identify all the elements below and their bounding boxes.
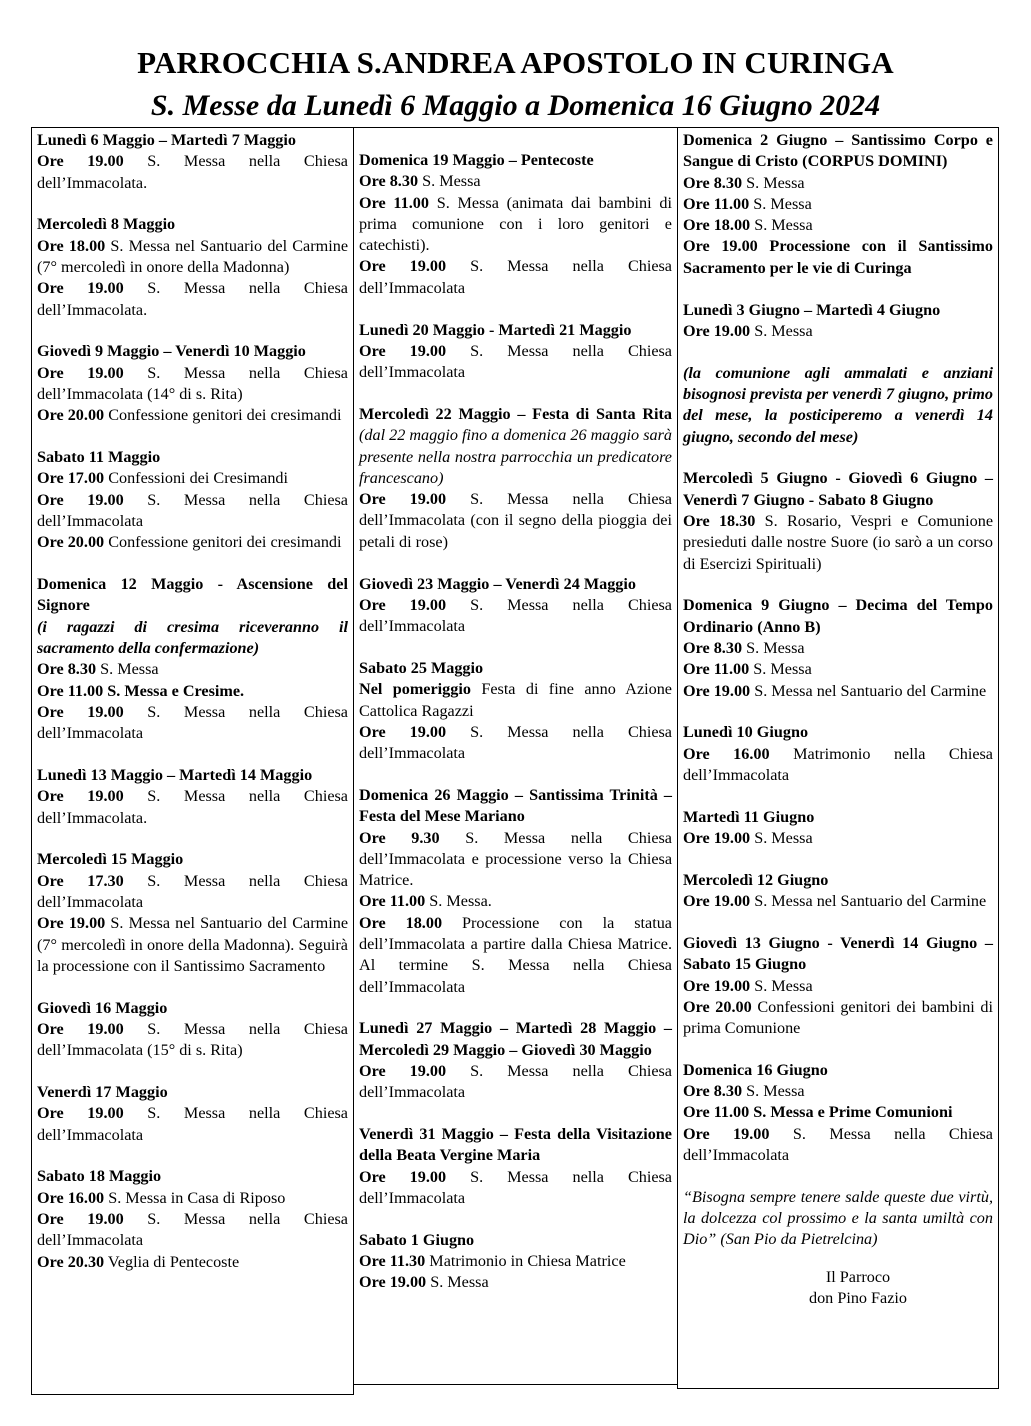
entry-date-heading: [359, 320, 672, 341]
event-time: Ore 20.00: [683, 997, 752, 1016]
event-line: [37, 236, 348, 279]
event-description: S. Messa: [749, 660, 812, 679]
event-line: [37, 363, 348, 406]
schedule-entry: [37, 130, 348, 194]
event-time: Ore 20.30: [37, 1252, 105, 1271]
event-line: [683, 828, 993, 849]
event-time: Ore 11.00: [359, 892, 426, 911]
event-line: [37, 871, 348, 914]
event-time: Ore 11.00 S. Messa e Prime Comunioni: [683, 1103, 953, 1122]
event-time: Ore 19.00: [683, 681, 751, 700]
entry-date-text: Venerdì 17 Maggio: [37, 1082, 168, 1101]
event-line: [683, 976, 993, 997]
event-time: Ore 16.00: [37, 1188, 105, 1207]
event-time: Ore 8.30: [683, 173, 743, 192]
entry-date-heading: [37, 341, 348, 362]
event-line: [683, 997, 993, 1040]
event-line: [37, 1019, 348, 1062]
entry-date-heading: [683, 933, 993, 976]
event-time: Ore 20.00: [37, 406, 105, 425]
entry-date-text: Lunedì 20 Maggio - Martedì 21 Maggio: [359, 320, 632, 339]
event-time: Ore 19.00: [37, 152, 124, 171]
event-time: Ore 19.00: [37, 279, 124, 298]
event-time: Ore 16.00: [683, 744, 770, 763]
event-time: Ore 19.00: [37, 1019, 124, 1038]
event-time: Ore 11.00: [683, 194, 750, 213]
event-description: Matrimonio nella Chiesa dell’Immacolata: [683, 744, 993, 784]
event-description: S. Messa nella Chiesa dell’Immacolata: [359, 257, 672, 297]
event-line: [359, 1167, 672, 1210]
closing-quote: “Bisogna sempre tenere salde queste due virtù, la dolcezza col prossimo e la santa umiltà con Dio” (San Pio da Pietrelcina): [683, 1187, 993, 1249]
schedule-entry: [37, 849, 348, 977]
schedule-entry: [359, 150, 672, 299]
event-description: S. Messa nella Chiesa dell’Immacolata e processione verso la Chiesa Matrice.: [359, 828, 672, 890]
entry-date-text: Mercoledì 22 Maggio – Festa di Santa Rita: [359, 404, 672, 423]
event-line: [683, 1124, 993, 1167]
event-description: S. Messa in Casa di Riposo: [104, 1188, 286, 1207]
entry-date-text: Sabato 18 Maggio: [37, 1167, 162, 1186]
event-line: [359, 1061, 672, 1104]
event-line: [359, 193, 672, 257]
event-time: Ore 11.00: [359, 193, 429, 212]
event-description: S. Messa nella Chiesa dell’Immacolata.: [37, 279, 348, 319]
signature-name: don Pino Fazio: [808, 1289, 908, 1308]
event-time: Ore 19.00: [37, 787, 124, 806]
event-line: [683, 236, 993, 279]
event-description: S. Messa nella Chiesa dell’Immacolata: [37, 702, 348, 743]
event-description: S. Messa: [750, 216, 813, 235]
page-title: PARROCCHIA S.ANDREA APOSTOLO IN CURINGA: [137, 45, 894, 80]
event-line: [37, 278, 348, 321]
entry-date-text: Lunedì 13 Maggio – Martedì 14 Maggio: [37, 765, 313, 784]
schedule-entry: [683, 363, 993, 448]
event-description: S. Messa: [749, 194, 812, 213]
event-description: Matrimonio in Chiesa Matrice: [425, 1252, 626, 1271]
event-description: S. Messa nella Chiesa dell’Immacolata: [37, 1209, 348, 1250]
entry-date-text: Domenica 19 Maggio – Pentecoste: [359, 151, 594, 169]
entry-date-heading: [37, 765, 348, 786]
event-line: [37, 468, 348, 489]
event-line: [359, 828, 672, 892]
event-description: S. Messa nella Chiesa dell’Immacolata.: [37, 152, 348, 192]
entry-date-text: Lunedì 6 Maggio – Martedì 7 Maggio: [37, 131, 296, 149]
event-description: S. Messa nella Chiesa dell’Immacolata.: [37, 787, 348, 827]
event-time: Ore 19.00: [359, 341, 447, 360]
event-time: Ore 18.00: [37, 236, 106, 255]
schedule-entry: [683, 130, 993, 279]
event-line: [683, 173, 993, 194]
event-time: Ore 19.00: [37, 914, 106, 933]
event-time: Ore 19.00: [37, 702, 124, 721]
event-line: [683, 321, 993, 342]
schedule-entry: [683, 807, 993, 850]
event-line: [359, 722, 672, 765]
schedule-entry: [683, 722, 993, 786]
entry-date-heading: [37, 214, 348, 235]
entry-date-heading: [37, 998, 348, 1019]
event-line: [683, 1102, 993, 1123]
event-line: [683, 215, 993, 236]
entry-date-heading: [37, 849, 348, 870]
event-description: S. Messa nella Chiesa dell’Immacolata: [37, 1104, 348, 1144]
entry-date-text: Lunedì 10 Giugno: [683, 723, 809, 742]
schedule-entry: [37, 574, 348, 744]
schedule-column-1: [31, 127, 354, 1395]
entry-date-heading: [683, 595, 993, 638]
event-description: Confessione genitori dei cresimandi: [104, 533, 342, 552]
event-time: Ore 19.00: [359, 490, 447, 509]
event-description: Processione con la statua dell’Immacolata a partire dalla Chiesa Matrice. Al termine S. Messa nella Chiesa dell’Immacolata: [359, 913, 672, 996]
entry-date-heading: [37, 447, 348, 468]
event-line: [359, 679, 672, 722]
entry-date-text: Martedì 11 Giugno: [683, 807, 815, 826]
event-line: [37, 659, 348, 680]
event-line: [683, 511, 993, 575]
entry-date-heading: [683, 300, 993, 321]
entry-date-heading: [683, 807, 993, 828]
entry-date-heading: [683, 870, 993, 891]
entry-date-text: Domenica 12 Maggio - Ascensione del Signore: [37, 575, 348, 615]
event-description: S. Messa nella Chiesa dell’Immacolata: [359, 1061, 672, 1102]
event-description: S. Messa nella Chiesa dell’Immacolata: [37, 871, 348, 911]
event-line: [37, 1103, 348, 1146]
event-line: [359, 256, 672, 299]
event-time: Ore 19.00: [37, 1104, 124, 1123]
entry-date-text: Giovedì 9 Maggio – Venerdì 10 Maggio: [37, 342, 306, 361]
entry-date-text: Venerdì 31 Maggio – Festa della Visitazione della Beata Vergine Maria: [359, 1125, 672, 1165]
event-time: Ore 8.30: [683, 1082, 743, 1101]
entry-date-text: Mercoledì 8 Maggio: [37, 215, 176, 234]
entry-date-heading: [37, 1082, 348, 1103]
event-line: [683, 659, 993, 680]
event-line: [359, 489, 672, 553]
event-line: [37, 702, 348, 745]
event-time: Ore 19.00: [683, 976, 751, 995]
event-time: Nel pomeriggio: [359, 680, 471, 699]
event-description: S. Messa nel Santuario del Carmine (7° mercoledì in onore della Madonna). Seguirà la processione con il Santissimo Sacramento: [37, 914, 348, 975]
event-time: Ore 11.00 S. Messa e Cresime.: [37, 681, 245, 700]
event-time: Ore 11.00: [683, 660, 750, 679]
schedule-entry: [359, 574, 672, 638]
event-line: [359, 341, 672, 384]
entry-date-heading: [359, 1018, 672, 1061]
entry-date-heading: [359, 1230, 672, 1251]
event-line: [359, 913, 672, 998]
event-time: Ore 19.00: [359, 595, 447, 614]
event-line: [359, 595, 672, 638]
event-time: Ore 9.30: [359, 828, 440, 847]
entry-date-text: Sabato 11 Maggio: [37, 448, 161, 467]
event-description: S. Messa nella Chiesa dell’Immacolata: [683, 1124, 993, 1165]
event-time: Ore 19.00: [37, 490, 124, 509]
event-line: [359, 1251, 672, 1272]
event-line: [359, 1272, 672, 1293]
event-description: S. Messa nella Chiesa dell’Immacolata (14° di s. Rita): [37, 363, 348, 403]
entry-date-text: Domenica 9 Giugno – Decima del Tempo Ordinario (Anno B): [683, 596, 993, 636]
schedule-entry: [683, 1060, 993, 1166]
schedule-entry: [359, 1124, 672, 1209]
entry-date-text: Domenica 26 Maggio – Santissima Trinità – Festa del Mese Mariano: [359, 785, 672, 826]
entry-date-text: Domenica 2 Giugno – Santissimo Corpo e Sangue di Cristo (CORPUS DOMINI): [683, 131, 993, 171]
event-description: S. Messa nella Chiesa dell’Immacolata: [359, 722, 672, 763]
event-line: [359, 171, 672, 192]
schedule-entry: [359, 1230, 672, 1294]
event-description: Confessioni genitori dei bambini di prima Comunione: [683, 997, 994, 1038]
signature: [683, 1267, 993, 1310]
event-time: Ore 8.30: [359, 172, 419, 191]
event-time: Ore 19.00: [683, 829, 751, 848]
entry-date-text: Mercoledì 15 Maggio: [37, 850, 184, 869]
event-line: [683, 638, 993, 659]
event-description: S. Messa nella Chiesa dell’Immacolata (15° di s. Rita): [37, 1019, 348, 1060]
entry-date-heading: [37, 1166, 348, 1187]
event-line: [37, 786, 348, 829]
entry-date-text: Giovedì 16 Maggio: [37, 998, 168, 1017]
event-time: Ore 17.30: [37, 871, 124, 890]
schedule-entry: [37, 214, 348, 320]
event-time: Ore 19.00: [37, 363, 124, 382]
event-line: [683, 194, 993, 215]
schedule-entry: [37, 765, 348, 829]
event-time: Ore 19.00: [683, 321, 751, 340]
event-time: Ore 19.00: [359, 1273, 427, 1292]
entry-date-text: Lunedì 3 Giugno – Martedì 4 Giugno: [683, 300, 941, 319]
entry-date-text: Sabato 1 Giugno: [359, 1230, 475, 1249]
event-description: S. Messa nel Santuario del Carmine: [750, 892, 987, 911]
event-line: [683, 891, 993, 912]
event-time: Ore 19.00: [683, 1124, 770, 1143]
event-time: Ore 19.00 Processione con il Santissimo Sacramento per le vie di Curinga: [683, 237, 993, 277]
event-description: S. Messa nel Santuario del Carmine: [750, 681, 987, 700]
event-line: [683, 681, 993, 702]
event-time: Ore 18.00: [683, 216, 751, 235]
event-time: Ore 19.00: [359, 257, 447, 276]
schedule-entry: [359, 320, 672, 384]
event-description: S. Messa nella Chiesa dell’Immacolata: [359, 1167, 672, 1207]
entry-date-heading: [359, 404, 672, 489]
event-time: Ore 19.00: [359, 1167, 447, 1186]
event-line: [37, 490, 348, 533]
schedule-entry: [37, 998, 348, 1062]
event-time: Ore 19.00: [359, 722, 447, 741]
schedule-entry: [359, 404, 672, 553]
event-line: [37, 151, 348, 194]
entry-date-heading: [359, 785, 672, 828]
entry-date-text: Lunedì 27 Maggio – Martedì 28 Maggio – Mercoledì 29 Maggio – Giovedì 30 Maggio: [359, 1019, 672, 1059]
event-description: S. Messa: [750, 976, 813, 995]
event-time: Ore 8.30: [683, 638, 743, 657]
event-time: Ore 8.30: [37, 660, 97, 679]
event-line: [683, 744, 993, 787]
event-description: S. Messa (animata dai bambini di prima comunione con i loro genitori e catechisti).: [359, 193, 672, 255]
event-line: [37, 1209, 348, 1252]
schedule-entry: [37, 341, 348, 426]
entry-date-heading: [683, 1060, 993, 1081]
event-description: Veglia di Pentecoste: [104, 1252, 240, 1271]
entry-date-heading: [683, 130, 993, 173]
event-line: [37, 913, 348, 977]
event-line: [37, 1252, 348, 1273]
event-time: Ore 18.00: [359, 913, 443, 932]
event-line: [37, 532, 348, 553]
entry-date-heading: [683, 468, 993, 511]
entry-date-text: Giovedì 13 Giugno - Venerdì 14 Giugno – Sabato 15 Giugno: [683, 933, 993, 974]
event-description: S. Rosario, Vespri e Comunione presieduti dalle nostre Suore (io sarò a un corso di Esercizi Spirituali): [683, 511, 994, 573]
entry-note: (la comunione agli ammalati e anziani bisognosi prevista per venerdì 7 giugno, primo del mese, la posticiperemo a venerdì 14 giugno, secondo del mese): [683, 363, 993, 446]
schedule-entry: [37, 447, 348, 553]
schedule-column-3: [677, 127, 999, 1389]
event-description: S. Messa nella Chiesa dell’Immacolata: [359, 341, 672, 382]
event-description: S. Messa nella Chiesa dell’Immacolata: [37, 490, 348, 530]
event-time: Ore 17.00: [37, 469, 105, 488]
event-description: Festa di fine anno Azione Cattolica Ragazzi: [359, 680, 672, 720]
event-description: S. Messa nella Chiesa dell’Immacolata (con il segno della pioggia dei petali di rose): [359, 490, 672, 551]
event-description: S. Messa: [750, 321, 813, 340]
schedule-entry: [359, 785, 672, 998]
event-line: [359, 891, 672, 912]
schedule-entry: [683, 933, 993, 1039]
page-subtitle: S. Messe da Lunedì 6 Maggio a Domenica 16 Giugno 2024: [150, 89, 881, 122]
schedule-entry: [683, 870, 993, 913]
event-description: S. Messa: [750, 829, 813, 848]
entry-note: (dal 22 maggio fino a domenica 26 maggio sarà presente nella nostra parrocchia un predicatore francescano): [359, 426, 672, 487]
schedule-entry: [37, 1166, 348, 1272]
schedule-entry: [359, 658, 672, 764]
schedule-entry: [37, 1082, 348, 1146]
event-description: S. Messa: [742, 1082, 805, 1101]
entry-date-heading: [683, 722, 993, 743]
entry-date-text: Mercoledì 5 Giugno - Giovedì 6 Giugno – Venerdì 7 Giugno - Sabato 8 Giugno: [683, 469, 993, 509]
entry-date-text: Mercoledì 12 Giugno: [683, 870, 829, 889]
schedule-entry: [683, 300, 993, 343]
entry-date-heading: [359, 658, 672, 679]
entry-date-heading: [359, 150, 672, 171]
event-description: S. Messa: [426, 1273, 489, 1292]
schedule-entry: [683, 468, 993, 574]
entry-date-heading: [359, 1124, 672, 1167]
schedule-column-2: [354, 127, 678, 1385]
event-line: [37, 1188, 348, 1209]
event-time: Ore 11.30: [359, 1252, 426, 1271]
event-description: Confessione genitori dei cresimandi: [104, 406, 342, 425]
event-line: [683, 1081, 993, 1102]
entry-date-text: Sabato 25 Maggio: [359, 658, 484, 677]
event-description: S. Messa: [742, 173, 805, 192]
event-time: Ore 20.00: [37, 533, 105, 552]
event-description: S. Messa nel Santuario del Carmine (7° mercoledì in onore della Madonna): [37, 236, 348, 276]
event-description: S. Messa: [742, 638, 805, 657]
entry-date-heading: [37, 130, 348, 151]
schedule-entry: [359, 1018, 672, 1103]
entry-date-heading: [359, 574, 672, 595]
event-time: Ore 18.30: [683, 511, 756, 530]
event-description: S. Messa nella Chiesa dell’Immacolata: [359, 595, 672, 636]
signature-role: Il Parroco: [825, 1267, 891, 1286]
event-description: S. Messa: [418, 172, 481, 191]
entry-date-text: Giovedì 23 Maggio – Venerdì 24 Maggio: [359, 574, 636, 593]
event-description: S. Messa: [96, 660, 159, 679]
event-time: Ore 19.00: [37, 1209, 124, 1228]
entry-date-heading: [37, 574, 348, 617]
entry-note: (i ragazzi di cresima riceveranno il sacramento della confermazione): [37, 617, 348, 657]
event-line: [37, 681, 348, 702]
event-time: Ore 19.00: [683, 892, 751, 911]
event-time: Ore 19.00: [359, 1061, 447, 1080]
event-description: S. Messa.: [425, 892, 492, 911]
event-description: Confessioni dei Cresimandi: [104, 469, 289, 488]
schedule-entry: [683, 595, 993, 701]
event-line: [37, 405, 348, 426]
entry-date-text: Domenica 16 Giugno: [683, 1060, 828, 1079]
